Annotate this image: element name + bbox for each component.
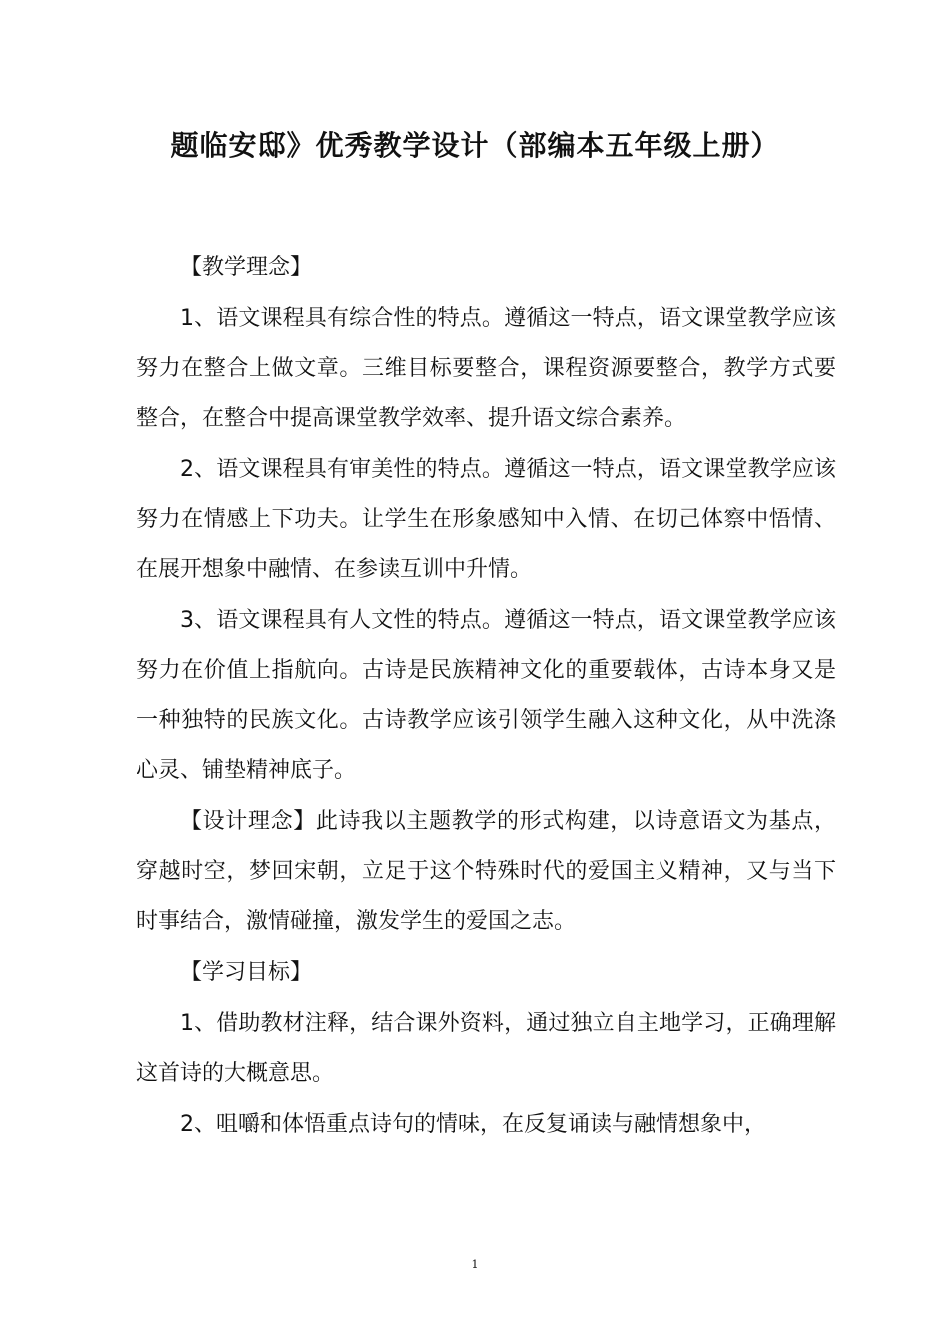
paragraph-philosophy-2: 2、语文课程具有审美性的特点。遵循这一特点，语文课堂教学应该努力在情感上下功夫。让学生在形象感知中入情、在切己体察中悟情、在展开想象中融情、在参读互训中升情。 bbox=[136, 457, 836, 582]
paragraph-objective-2: 2、咀嚼和体悟重点诗句的情味，在反复诵读与融情想象中， bbox=[180, 1112, 766, 1137]
paragraph-design-philosophy: 【设计理念】此诗我以主题教学的形式构建，以诗意语文为基点，穿越时空，梦回宋朝，立足于这个特殊时代的爱国主义精神，又与当下时事结合，激情碰撞，激发学生的爱国之志。 bbox=[136, 809, 836, 934]
heading-teaching-philosophy: 【教学理念】 bbox=[180, 255, 313, 280]
paragraph-philosophy-3: 3、语文课程具有人文性的特点。遵循这一特点，语文课堂教学应该努力在价值上指航向。古诗是民族精神文化的重要载体，古诗本身又是一种独特的民族文化。古诗教学应该引领学生融入这种文化，从中洗涤心灵、铺垫精神底子。 bbox=[136, 608, 836, 783]
page-number: 1 bbox=[471, 1258, 479, 1271]
heading-learning-objectives: 【学习目标】 bbox=[180, 960, 313, 985]
document-title: 题临安邸》优秀教学设计（部编本五年级上册） bbox=[170, 129, 780, 162]
document-body bbox=[136, 243, 836, 1151]
paragraph-philosophy-1: 1、语文课程具有综合性的特点。遵循这一特点，语文课堂教学应该努力在整合上做文章。三维目标要整合，课程资源要整合，教学方式要整合，在整合中提高课堂教学效率、提升语文综合素养。 bbox=[136, 306, 836, 431]
paragraph-objective-1: 1、借助教材注释，结合课外资料，通过独立自主地学习，正确理解这首诗的大概意思。 bbox=[136, 1011, 836, 1086]
